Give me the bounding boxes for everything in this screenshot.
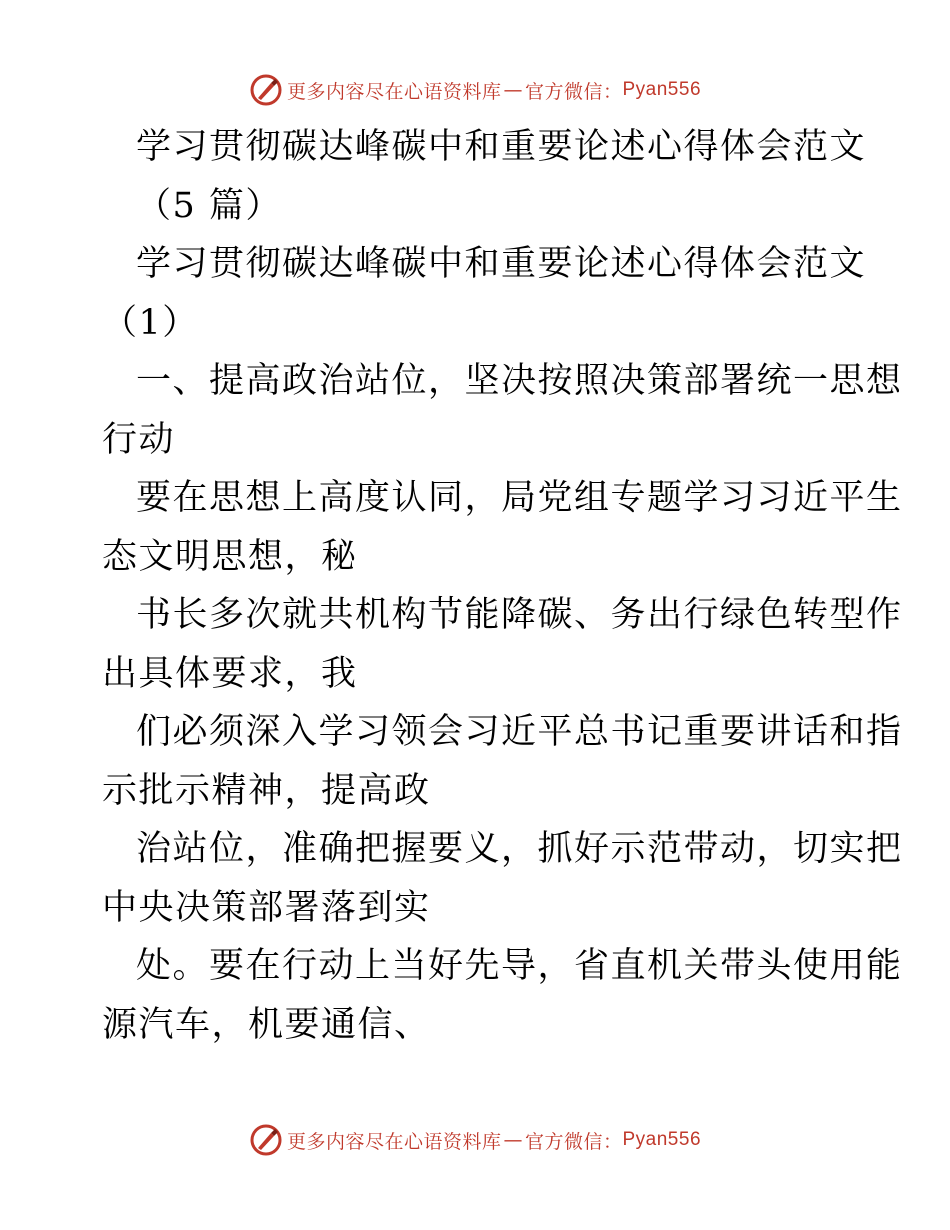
watermark-sub-text: 官方微信： (524, 1130, 623, 1153)
text-line: 学习贯彻碳达峰碳中和重要论述心得体会范文 (136, 127, 867, 167)
watermark-sub-text: 官方微信： (524, 80, 623, 103)
text-line: 态文明思想，秘 (102, 536, 358, 577)
text-line: 处。要在行动上当好先导，省直机关带头使用能 (136, 946, 903, 986)
header-watermark (0, 70, 950, 110)
text-line: 要在思想上高度认同，局党组专题学习习近平生 (136, 478, 903, 518)
text-line: 一、提高政治站位，坚决按照决策部署统一思想 (136, 361, 903, 401)
watermark-main-text: 更多内容尽在心语资料库 (286, 1130, 502, 1153)
text-line: 们必须深入学习领会习近平总书记重要讲话和指 (136, 712, 903, 752)
text-line: （5 篇） (136, 185, 282, 226)
footer-watermark (0, 1120, 950, 1160)
text-line: 出具体要求，我 (102, 653, 358, 694)
text-line: 源汽车，机要通信、 (102, 1004, 431, 1045)
text-line: 中央决策部署落到实 (102, 887, 431, 928)
watermark-id: Pyan556 (622, 79, 702, 100)
text-line: 学习贯彻碳达峰碳中和重要论述心得体会范文 (136, 244, 867, 284)
text-line: 书长多次就共机构节能降碳、务出行绿色转型作 (136, 595, 903, 635)
pen-logo-icon (249, 1123, 283, 1157)
pen-logo-icon (249, 73, 283, 107)
document-body (98, 118, 903, 1054)
watermark-main-text: 更多内容尽在心语资料库 (286, 80, 502, 103)
text-line: 示批示精神，提高政 (102, 770, 431, 811)
text-line: 治站位，准确把握要义，抓好示范带动，切实把 (136, 829, 903, 869)
text-line: 行动 (102, 419, 176, 460)
watermark-id: Pyan556 (622, 1129, 702, 1150)
watermark-dash: — (503, 1129, 523, 1151)
text-line: （1） (102, 302, 199, 343)
watermark-dash: — (503, 79, 523, 101)
